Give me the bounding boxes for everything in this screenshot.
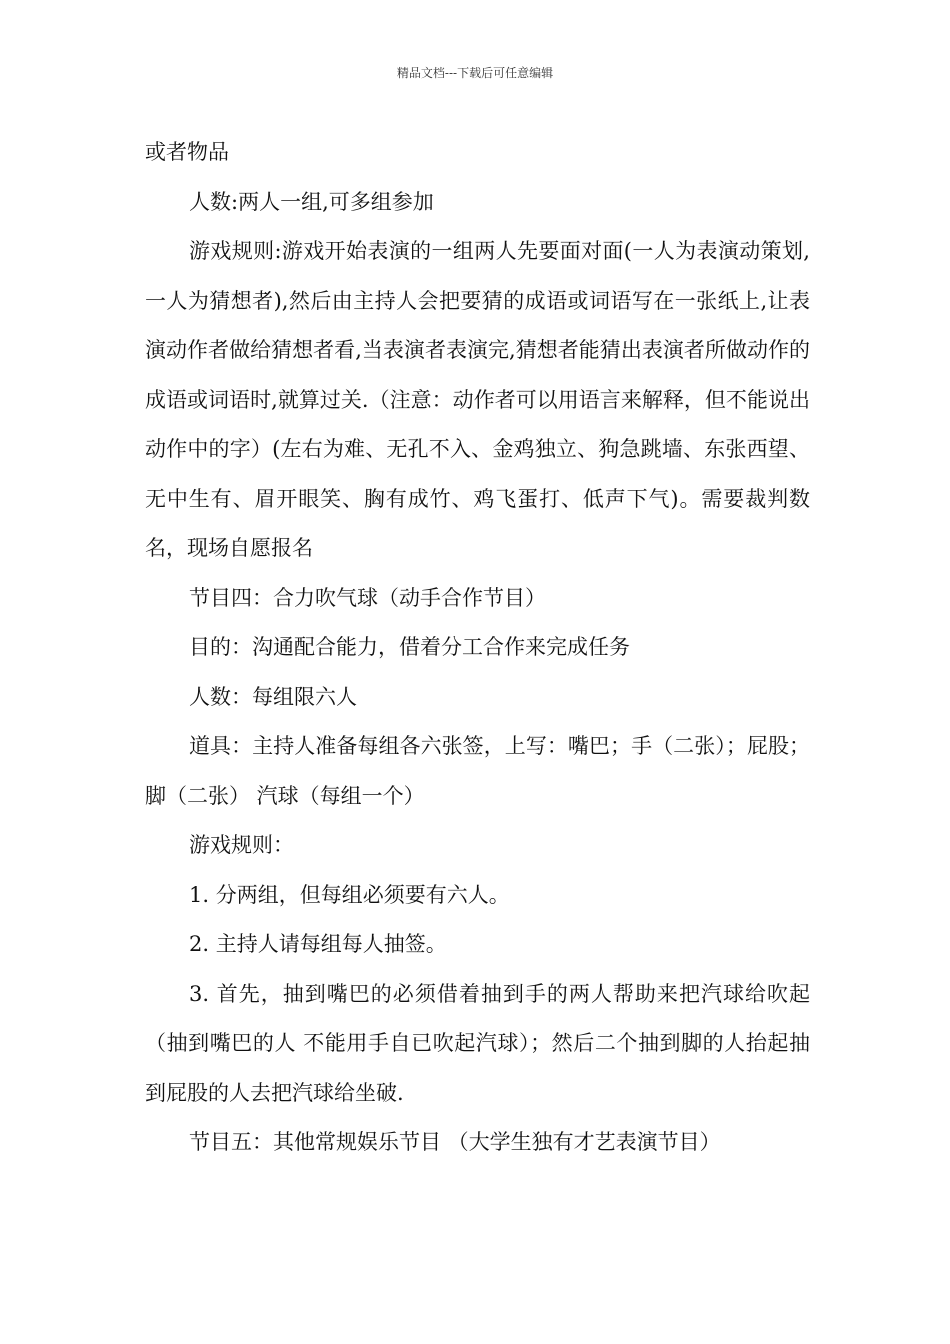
paragraph-program-five-title: 节目五：其他常规娱乐节目 （大学生独有才艺表演节目）: [189, 1130, 721, 1154]
paragraph-continuation: 或者物品: [145, 140, 229, 164]
paragraph-game-rules: 游戏规则:游戏开始表演的一组两人先要面对面(一人为表演动策划,一人为猜想者),然后由主持人会把要猜的成语或词语写在一张纸上,让表演动作者做给猜想者看,当表演者表演完,猜想者能猜出表演者所做动作的成语或词语时,就算过关.（注意：动作者可以用语言来解释，但不能说出动作中的字）(左右为难、无孔不入、金鸡独立、狗急跳墙、东张西望、无中生有、眉开眼笑、胸有成竹、鸡飞蛋打、低声下气)。需要裁判数名，现场自愿报名: [145, 239, 810, 560]
paragraph-rules-heading: 游戏规则：: [189, 833, 294, 857]
paragraph-purpose: 目的：沟通配合能力，借着分工合作来完成任务: [189, 635, 630, 659]
paragraph-team-size: 人数：每组限六人: [189, 684, 357, 709]
document-body: [145, 128, 810, 1168]
list-item-rule-3: 3. 首先，抽到嘴巴的必须借着抽到手的两人帮助来把汽球给吹起（抽到嘴巴的人 不能用手自已吹起汽球）；然后二个抽到脚的人抬起抽到屁股的人去把汽球给坐破.: [145, 981, 810, 1105]
list-item-rule-2: 2. 主持人请每组每人抽签。: [189, 932, 447, 956]
paragraph-props: 道具：主持人准备每组各六张签，上写：嘴巴；手（二张）；屁股；脚（二张） 汽球（每组一个）: [145, 734, 810, 808]
page-header: 精品文档---下载后可任意编辑: [396, 66, 554, 80]
paragraph-program-four-title: 节目四：合力吹气球（动手合作节目）: [189, 585, 546, 610]
paragraph-participants: 人数:两人一组,可多组参加: [189, 189, 434, 214]
list-item-rule-1: 1. 分两组，但每组必须要有六人。: [189, 882, 510, 907]
